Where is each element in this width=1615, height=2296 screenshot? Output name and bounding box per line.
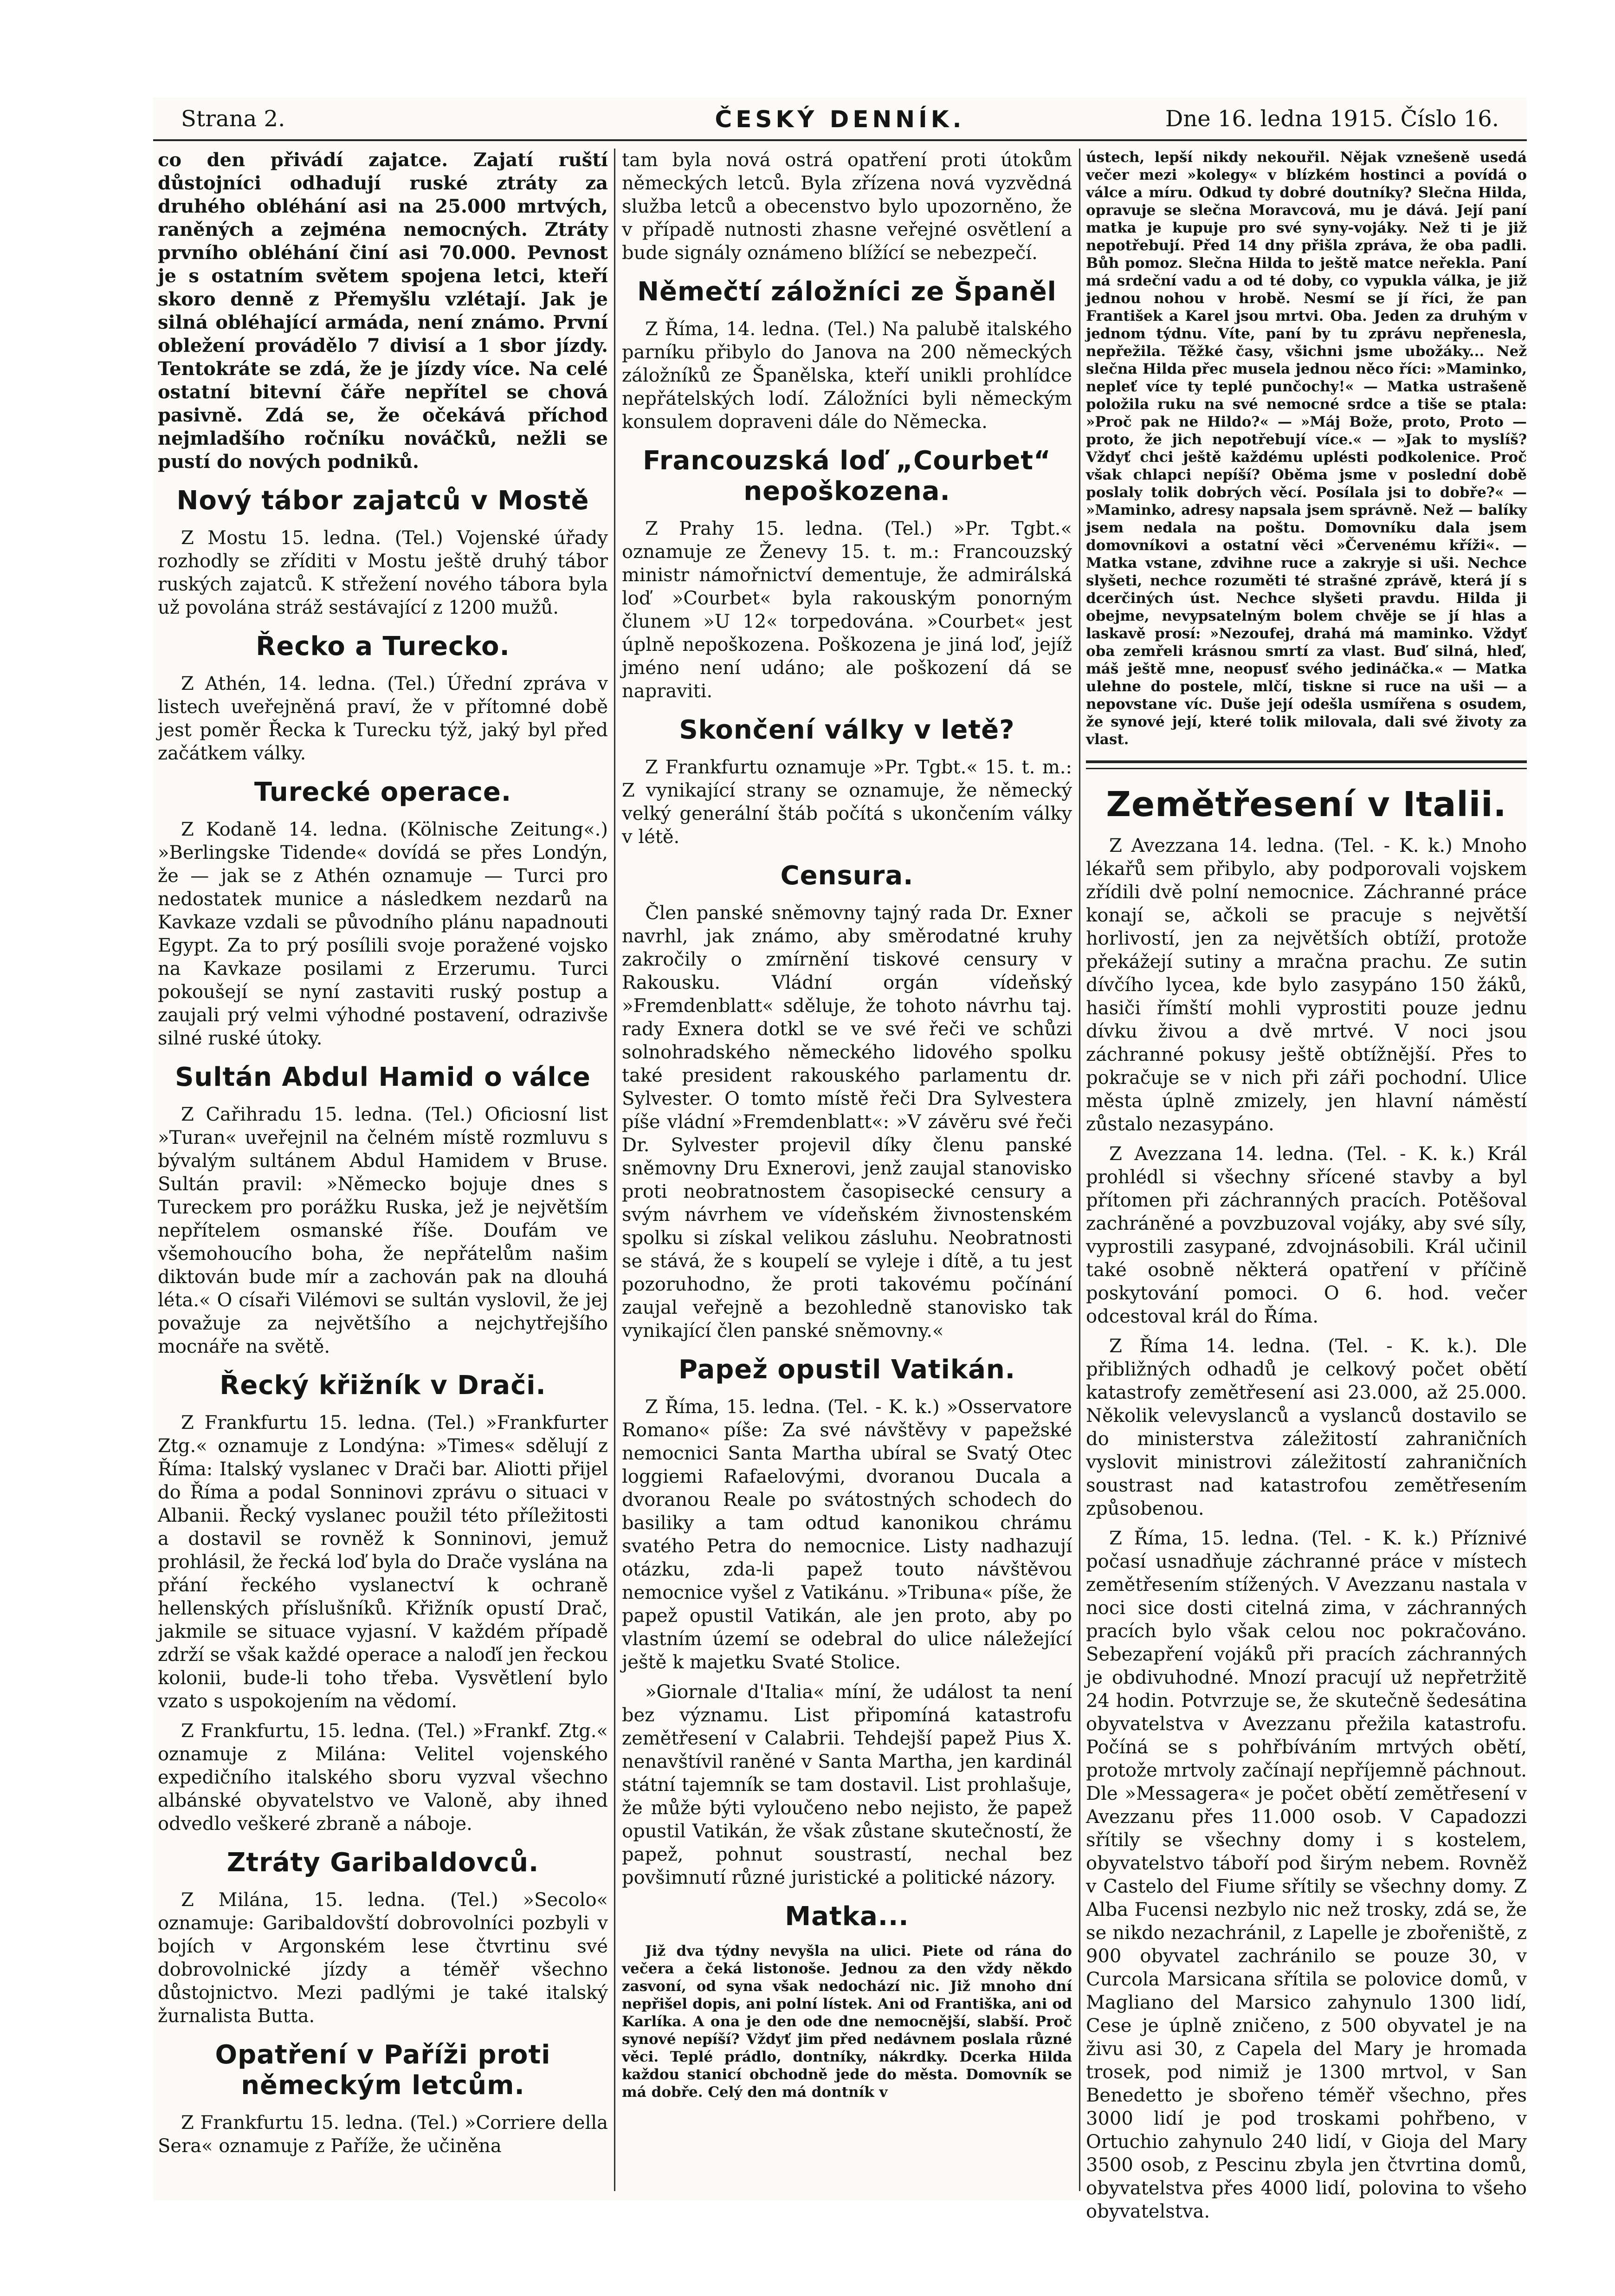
column-divider xyxy=(614,149,615,2191)
article-paragraph: Z Kodaně 14. ledna. (Kölnische Zeitung«.) »Berlingske Tidende« dovídá se přes Londýn, že — jak se z Athén oznamuje — Turci pro nedostatek munice a následkem nezdarů na Kavkaze vzdali se původního plánu napadnouti Egypt. Za to prý posílili svoje poražené vojsko na Kavkaze posilami z Erzerumu. Turci pokoušejí se nyní zastaviti ruský postup a zaujali prý velmi výhodné postavení, odrazivše silné ruské útoky. xyxy=(158,819,608,1049)
article-paragraph: Z Avezzana 14. ledna. (Tel. - K. k.) Mnoho lékařů sem přibylo, aby podporovali vojskem zřídili dvě polní nemocnice. Záchranné práce konají se, ačkoli se pracuje s největší horlivostí, jen za největších obtíží, protože překážejí sutiny a mračna prachu. Ze sutin dívčího lycea, kde bylo zasypáno 150 žáků, hasiči římští mohli vyprostiti pouze jednu dívku živou a dvě mrtvé. V noci jsou záchranné pokusy ještě obtížnější. Přes to pokračuje se v nich při záři pochodní. Ulice města úplně zmizely, jen hlavní náměstí zůstalo nezasypáno. xyxy=(1086,835,1527,1135)
headline-opatreni-pariz: Opatření v Paříži proti německým letcům. xyxy=(215,2040,551,2101)
article-paragraph: Z Frankfurtu oznamuje »Pr. Tgbt.« 15. t. m.: Z vynikající strany se oznamuje, že německý velký generální štáb počítá s ukončením války v létě. xyxy=(622,757,1072,848)
issue-date: Dne 16. ledna 1915. Číslo 16. xyxy=(1165,106,1499,132)
article-paragraph: Člen panské sněmovny tajný rada Dr. Exner navrhl, jak známo, aby směrodatné kruhy zakročily o zmírnění tiskové censury v Rakousku. Vládní orgán vídeňský »Fremdenblatt« sděluje, že tohoto návrhu taj. rady Exnera dotkl se ve své řeči ve schůzi solnohradského německého lidového spolku také president rakouského parlamentu dr. Sylvester. O tomto místě řeči Dra Sylvestera píše vládní »Fremdenblatt«: »V závěru své řeči Dr. Sylvester projevil díky členu panské sněmovny Dru Exnerovi, jenž zaujal stanovisko proti neobratnostem časopisecké censury a svým návrhem ve vídeňském živnostenském spolku si získal velikou zásluhu. Neobratnosti se stává, že s koupelí se vyleje i dítě, a tu jest pozoruhodno, že proti takovému počínání zaujal veřejně a bezohledně stanovisko tak vynikající člen panské sněmovny.« xyxy=(622,902,1072,1342)
page-header xyxy=(153,97,1527,141)
headline-garibaldovci: Ztráty Garibaldovců. xyxy=(226,1848,539,1878)
headline-censura: Censura. xyxy=(780,861,914,891)
page-number: Strana 2. xyxy=(181,106,285,132)
newspaper-page xyxy=(153,97,1527,2222)
feuilleton-paragraph: Již dva týdny nevyšla na ulici. Piete od rána do večera a čeká listonoše. Jednou za den vždy někdo zasvoní, od syna však nedochází nic. Již mnoho dní nepřišel dopis, ani polní lístek. Ani od Františka, ani od Karlíka. A ona je den ode dne nemocnější, slabší. Proč synové nepíší? Vždyť jim před nedávnem poslala různé věci. Teplé prádlo, dontníky, nákrdky. Dcerka Hilda každou stanicí obchodně jede do města. Domovník se má dobře. Celý den má dontník v xyxy=(622,1943,1072,2101)
headline-papez: Papež opustil Vatikán. xyxy=(678,1355,1016,1385)
article-paragraph: Z Cařihradu 15. ledna. (Tel.) Oficiosní list »Turan« uveřejnil na čelném místě rozmluvu s bývalým sultánem Abdul Hamidem v Bruse. Sultán pravil: »Německo bojuje dnes s Tureckem pro porážku Ruska, jež je největším nepřítelem osmanské říše. Doufám ve všemohoucího boha, že nepřátelům našim diktován bude mír a zachován pak na dlouhá léta.« O císaři Vilémovi se sultán vyslovil, že jej považuje za největšího a nejchytřejšího mocnáře na světě. xyxy=(158,1104,608,1357)
article-paragraph: Z Frankfurtu 15. ledna. (Tel.) »Frankfurter Ztg.« oznamuje z Londýna: »Times« sdělují z Říma: Italský vyslanec v Drači bar. Aliotti přijel do Říma a podal Sonninovi zprávu o situaci v Albanii. Řecký vyslanec použil této příležitosti a dostavil se rovněž k Sonninovi, jemuž prohlásil, že řecká loď byla do Drače vyslána na přání řeckého vyslanectví k ochraně hellenských příslušníků. Křižník opustí Drač, jakmile se situace vyjasní. V každém případě zdrží se však každé operace a naloďí jen řeckou kolonii, bude-li toho třeba. Vysvětlení bylo vzato s uspokojením na vědomí. xyxy=(158,1412,608,1712)
headline-zaloznici: Němečtí záložníci ze Španěl xyxy=(637,277,1057,307)
article-paragraph: Z Říma, 15. ledna. (Tel. - K. k.) Příznivé počasí usnadňuje záchranné práce v místech zemětřesením stížených. V Avezzanu nastala v noci sice dosti citelná zima, v záchranných pracích bylo však celou noc pokračováno. Sebezapření vojáků při pracích záchranných je obdivuhodné. Mnozí pracují už nepřetržitě 24 hodin. Potvrzuje se, že skutečně šedesátina obyvatelstva v Avezzanu přežila katastrofu. Počíná se s pohřbíváním mrtvých obětí, protože mrtvoly začínají nepříjemně páchnout. Dle »Messagera« je počet obětí zemětřesení v Avezzanu přes 11.000 osob. V Capadozzi sřítily se všechny domy i s kostelem, obyvatelstvo táboří pod širým nebem. Rovněž v Castelo del Fiume sřítily se všechny domy. Z Alba Fucensi nezbylo nic než trosky, zdá se, že se nikdo nezachránil, z Lapelle je zbořeniště, z 900 obyvatel zachránilo se pouze 30, v Curcola Marsicana sřítila se polovice domů, v Magliano del Marsico zahynulo 1300 lidí, Cese je úplně zničeno, z 500 obyvatel je na živu asi 30, z Capela del Mary je hromada trosek, pod nimiž je 1300 mrtvol, v San Benedetto je sbořeno téměř všechno, přes 3000 lidí je pod troskami pohřbeno, v Ortuchio zahynulo 240 lidí, v Gioja del Mary 3500 osob, z Pescinu zbyla jen čtvrtina domů, obyvatelstva přes 4000 lidí, polovina to všeho obyvatelstva. xyxy=(1086,1528,1527,2222)
column-divider xyxy=(1079,149,1080,2191)
article-paragraph: Z Říma, 15. ledna. (Tel. - K. k.) »Osservatore Romano« píše: Za své návštěvy v papežské nemocnici Santa Martha ubíral se Svatý Otec loggiemi Rafaelovými, dvoranou Ducala a dvoranou Reale po svátostných schodech do basiliky a tam odtud kanonikou chrámu svatého Petra do nemocnice. Listy nadhazují otázku, zda-li papež touto návštěvou nemocnice vyšel z Vatikánu. »Tribuna« píše, že papež opustil Vatikán, ale jen proto, aby po vlastním území se odebral do ulice náležející ještě k majetku Svaté Stolice. xyxy=(622,1396,1072,1673)
headline-sultan: Sultán Abdul Hamid o válce xyxy=(175,1062,591,1092)
headline-skonceni-valky: Skončení války v letě? xyxy=(679,715,1015,745)
headline-matka: Matka... xyxy=(785,1901,909,1932)
article-paragraph: Z Říma, 14. ledna. (Tel.) Na palubě italského parníku přibylo do Janova na 200 německých záložníků ze Španělska, kteří unikli prohlídce nepřátelských lodí. Záložníci byli německým konsulem dopraveni dále do Německa. xyxy=(622,318,1072,433)
headline-krizink: Řecký křižník v Drači. xyxy=(220,1370,546,1401)
article-paragraph: »Giornale d'Italia« míní, že událost ta není bez významu. List připomíná katastrofu zemětřesení v Calabrii. Tehdejší papež Pius X. nenavštívil raněné v Santa Martha, jen kardinál státní tajemník se tam dostavil. List prohlašuje, že může býti vyloučeno nebo nejisto, že papež opustil Vatikán, že však zůstane skutečností, že papež, pohnut soustrastí, nechal bez povšimnutí různé juristické a politické názory. xyxy=(622,1681,1072,1888)
headline-novy-tabor: Nový tábor zajatců v Mostě xyxy=(176,486,589,516)
article-paragraph: Z Frankfurtu 15. ledna. (Tel.) »Corriere della Sera« oznamuje z Paříže, že učiněna xyxy=(158,2112,608,2157)
column-3 xyxy=(1086,149,1527,2222)
article-continuation: co den přivádí zajatce. Zajatí ruští důstojníci odhadují ruské ztráty za druhého obléhání asi na 25.000 mrtvých, raněných a zejména nemocných. Ztráty prvního obléhání činí asi 70.000. Pevnost je s ostatním světem spojena letci, kteří skoro denně z Přemyšlu vzlétají. Jak je silná obléhající armáda, není známo. První obležení provádělo 7 divisí a 1 sbor jízdy. Tentokráte se zdá, že je jízdy více. Na celé ostatní bitevní čáře nepřítel se chová pasivně. Zdá se, že očekává příchod nejmladšího ročníku nováčků, nežli se pustí do nových podniků. xyxy=(158,149,608,473)
masthead-title: ČESKÝ DENNÍK. xyxy=(715,106,965,133)
article-paragraph: Z Frankfurtu, 15. ledna. (Tel.) »Frankf. Ztg.« oznamuje z Milána: Velitel vojenského expedičního italského sboru vyzval všechno albánské obyvatelstvo ve Valoně, aby ihned odvedlo veškeré zbraně a náboje. xyxy=(158,1720,608,1835)
column-2 xyxy=(622,149,1072,2191)
feuilleton-continuation: ústech, lepší nikdy nekouřil. Nějak vznešeně usedá večer mezi »kolegy« v blízkém hostinci a povídá o válce a míru. Odkud ty dobré doutníky? Slečna Hilda, opravuje se slečna Moravcová, mu je dává. Její paní matka je kupuje pro své syny-vojáky. Než ti je již nepotřebují. Před 14 dny přišla zpráva, že oba padli. Bůh pomoz. Slečna Hilda to ještě matce neřekla. Paní má srdeční vadu a od té doby, co vypukla válka, je již jednou nohou v hrobě. Nesmí se jí říci, že pan František a Karel jsou mrtvi. Oba. Jeden za druhým v jednom týdnu. Víte, paní by tu zprávu nepřenesla, nepřežila. Těžké časy, všichni jsme ubožáky... Než slečna Hilda přec musela jednou něco říci: »Maminko, nepleť více ty teplé punčochy!« — Matka ustrašeně položila ruku na své nemocné srdce a tiše se ptala: »Proč pak ne Hildo?« — »Máj Bože, proto, Proto — proto, že jich nepotřebují více.« — »Jak to myslíš? Vždyť chci ještě každému uplésti podkolenice. Proč však chlapci nepíší? Oběma jsme v poslední době poslaly tolik dobrých věcí. Posílala jsi to dobře?« — »Maminko, adresy napsala jsem správně. Než — balíky jsem nedala na poštu. Domovníku dala jsem domovníkovi a ostatní věci »Červenému kříži«. — Matka vstane, zdvihne ruce a zakryje si uši. Nechce slyšeti, nechce rozuměti té strašné zprávě, která jí s dcerčiných úst. Nechce slyšeti pravdu. Hilda ji obejme, nevypsatelným bolem chvěje se jí hlas a laskavě prosí: »Nezoufej, drahá má maminko. Vždyť oba zemřeli krásnou smrtí za vlast. Buď silná, hleď, máš ještě mne, neopusť svého jedináčka.« — Matka ulehne do postele, mlčí, tiskne si ruce na uši — a nepovstane víc. Duše její odešla usmířena s osudem, že synové její, které tolik milovala, dali své životy za vlast. xyxy=(1086,149,1527,748)
headline-courbet: Francouzská loď „Courbet“ nepoškozena. xyxy=(643,446,1051,506)
article-paragraph: Z Říma 14. ledna. (Tel. - K. k.). Dle přibližných odhadů je celkový počet obětí katastrofy zemětřesení asi 23.000, až 25.000. Několik velevyslanců a vyslanců dostavilo se do ministerstva záležitostí zahraničních vyslovit ministrovi záležitostí zahraničních soustrast nad katastrofou zemětřesením způsobenou. xyxy=(1086,1336,1527,1519)
article-paragraph: Z Avezzana 14. ledna. (Tel. - K. k.) Král prohlédl si všechny sřícené stavby a byl přítomen při záchranných pracích. Potěšoval zachráněné a povzbuzoval vojáky, aby své síly, vyprostili zasypané, zdvojnásobili. Král učinil také osobně některá opatření v příčině poskytování pomoci. O 6. hod. večer odcestoval král do Říma. xyxy=(1086,1143,1527,1327)
section-rule xyxy=(1086,760,1527,763)
article-paragraph: Z Athén, 14. ledna. (Tel.) Úřední zpráva v listech uveřejněná praví, že v přítomné době jest poměr Řecka k Turecku týž, jaký byl před začátkem války. xyxy=(158,673,608,764)
article-continuation: tam byla nová ostrá opatření proti útokům německých letců. Byla zřízena nová vyzvědná služba letců a obecenstvo bylo upozorněno, že v případě nutnosti zhasne veřejné osvětlení a bude signály oznámeno blížící se nebezpečí. xyxy=(622,149,1072,264)
headline-turecke-operace: Turecké operace. xyxy=(254,777,512,807)
headline-zemetreseni: Zemětřesení v Italii. xyxy=(1106,785,1507,824)
article-paragraph: Z Mostu 15. ledna. (Tel.) Vojenské úřady rozhodly se zříditi v Mostu ještě druhý tábor ruských zajatců. K střežení nového tábora byla už povolána stráž sestávající z 1200 mužů. xyxy=(158,527,608,618)
article-paragraph: Z Milána, 15. ledna. (Tel.) »Secolo« oznamuje: Garibaldovští dobrovolníci pozbyli v bojích v Argonském lese čtvrtinu své dobrovolnické jízdy a téměř všechno důstojnictvo. Mezi padlými je také italský žurnalista Butta. xyxy=(158,1889,608,2027)
headline-recko-turecko: Řecko a Turecko. xyxy=(256,631,510,662)
article-paragraph: Z Prahy 15. ledna. (Tel.) »Pr. Tgbt.« oznamuje ze Ženevy 15. t. m.: Francouzský ministr námořnictví dementuje, že admirálská loď »Courbet« byla rakouským ponorným člunem »U 12« torpedována. »Courbet« jest úplně nepoškozena. Poškozena je jiná loď, jejíž jméno není udáno; ale poškození dá se napraviti. xyxy=(622,518,1072,702)
section-rule xyxy=(1086,768,1527,769)
column-1 xyxy=(158,149,608,2191)
